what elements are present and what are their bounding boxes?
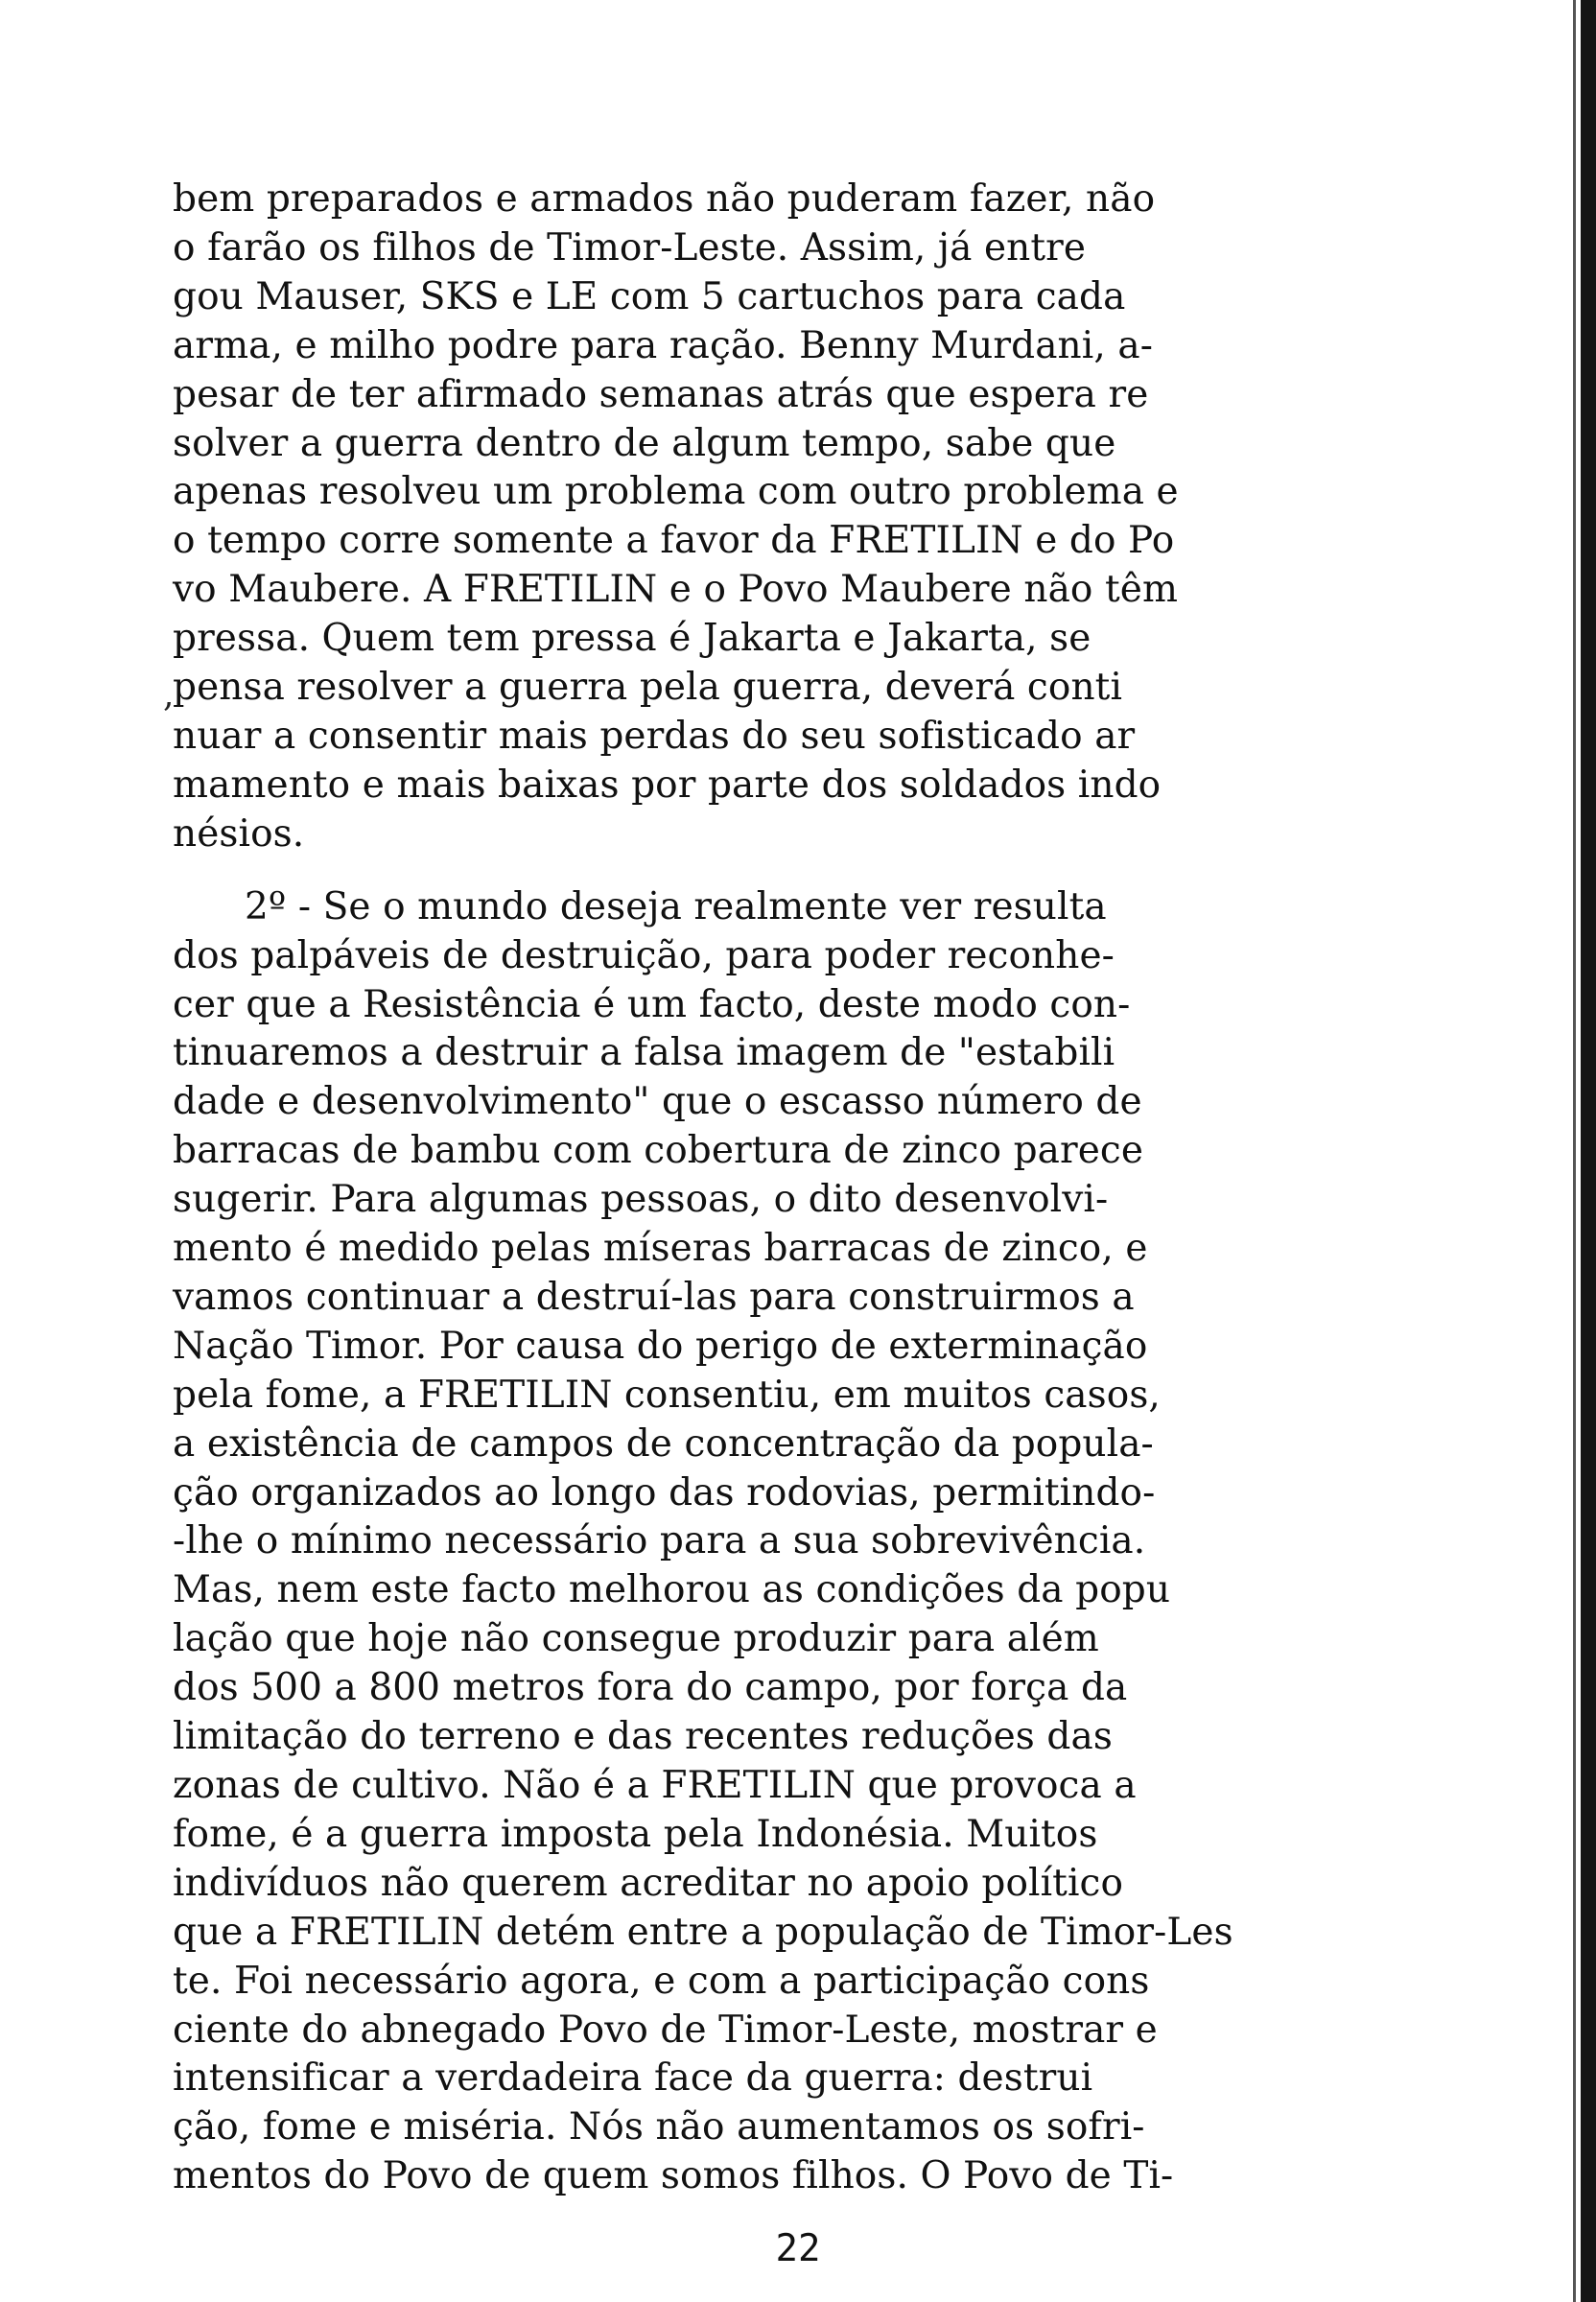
paragraph-2-line: indivíduos não querem acreditar no apoio político: [173, 1861, 1124, 1905]
paragraph-2-line: tinuaremos a destruir a falsa imagem de "estabili: [173, 1031, 1115, 1075]
paragraph-1-line: bem preparados e armados não puderam fazer, não: [173, 177, 1156, 221]
paragraph-2-line: pela fome, a FRETILIN consentiu, em muitos casos,: [173, 1373, 1161, 1417]
paragraph-2-line: dos palpáveis de destruição, para poder reconhe-: [173, 933, 1115, 977]
paragraph-1-line: o tempo corre somente a favor da FRETILIN e do Po: [173, 519, 1175, 563]
paragraph-2-line: cer que a Resistência é um facto, deste modo con-: [173, 982, 1131, 1026]
paragraph-2-line: Mas, nem este facto melhorou as condições da popu: [173, 1568, 1171, 1612]
paragraph-2-line: barracas de bambu com cobertura de zinco parece: [173, 1129, 1144, 1173]
paragraph-1: [173, 176, 1420, 859]
paragraph-2-line: mentos do Povo de quem somos filhos. O Povo de Ti-: [173, 2154, 1174, 2198]
paragraph-2-line: lação que hoje não consegue produzir para além: [173, 1617, 1099, 1661]
paragraph-1-line: o farão os filhos de Timor-Leste. Assim, já entre: [173, 225, 1087, 270]
paragraph-1-line: vo Maubere. A FRETILIN e o Povo Maubere não têm: [173, 568, 1179, 612]
paragraph-2-line: dos 500 a 800 metros fora do campo, por força da: [173, 1666, 1128, 1710]
paragraph-2-line: mento é medido pelas míseras barracas de zinco, e: [173, 1227, 1148, 1271]
paragraph-2-line: zonas de cultivo. Não é a FRETILIN que provoca a: [173, 1764, 1137, 1807]
binding-edge-shadow: [1538, 0, 1596, 2302]
paragraph-2: [173, 883, 1420, 2201]
paragraph-2-line: -lhe o mínimo necessário para a sua sobrevivência.: [173, 1519, 1146, 1563]
paragraph-1-line: nuar a consentir mais perdas do seu sofisticado ar: [173, 714, 1136, 758]
paragraph-2-line: vamos continuar a destruí-las para construirmos a: [173, 1275, 1135, 1319]
stray-comma-mark: ,: [163, 675, 175, 715]
paragraph-2-line: intensificar a verdadeira face da guerra: destrui: [173, 2056, 1093, 2101]
paragraph-2-line: ciente do abnegado Povo de Timor-Leste, mostrar e: [173, 2008, 1158, 2052]
paragraph-2-line: Nação Timor. Por causa do perigo de exterminação: [173, 1324, 1148, 1368]
body-text: [173, 176, 1420, 2201]
paragraph-2-line: a existência de campos de concentração da popula-: [173, 1421, 1154, 1466]
paragraph-1-line: pesar de ter afirmado semanas atrás que espera re: [173, 372, 1149, 416]
paragraph-2-line: sugerir. Para algumas pessoas, o dito desenvolvi-: [173, 1178, 1109, 1222]
paragraph-1-line: mamento e mais baixas por parte dos soldados indo: [173, 763, 1162, 807]
paragraph-2-line: que a FRETILIN detém entre a população de Timor-Les: [173, 1910, 1233, 1954]
paragraph-2-line: dade e desenvolvimento" que o escasso número de: [173, 1080, 1142, 1124]
paragraph-gap: [173, 859, 1420, 883]
page-number: 22: [775, 2227, 821, 2270]
paragraph-1-line: pensa resolver a guerra pela guerra, deverá conti: [173, 666, 1123, 710]
paragraph-1-line: apenas resolveu um problema com outro problema e: [173, 470, 1179, 514]
paragraph-2-line: ção, fome e miséria. Nós não aumentamos os sofri-: [173, 2105, 1145, 2149]
paragraph-1-line: gou Mauser, SKS e LE com 5 cartuchos para cada: [173, 274, 1126, 318]
paragraph-2-line: ção organizados ao longo das rodovias, permitindo-: [173, 1470, 1156, 1515]
paragraph-2-line: limitação do terreno e das recentes reduções das: [173, 1715, 1113, 1759]
paragraph-2-line: fome, é a guerra imposta pela Indonésia. Muitos: [173, 1812, 1098, 1856]
paragraph-1-line: nésios.: [173, 811, 305, 856]
paragraph-1-line: solver a guerra dentro de algum tempo, sabe que: [173, 421, 1116, 465]
paragraph-1-line: pressa. Quem tem pressa é Jakarta e Jakarta, se: [173, 617, 1091, 661]
paragraph-2-line: te. Foi necessário agora, e com a participação cons: [173, 1959, 1150, 2003]
paragraph-2-line: 2º - Se o mundo deseja realmente ver resulta: [173, 884, 1107, 928]
paragraph-1-line: arma, e milho podre para ração. Benny Murdani, a-: [173, 323, 1153, 367]
